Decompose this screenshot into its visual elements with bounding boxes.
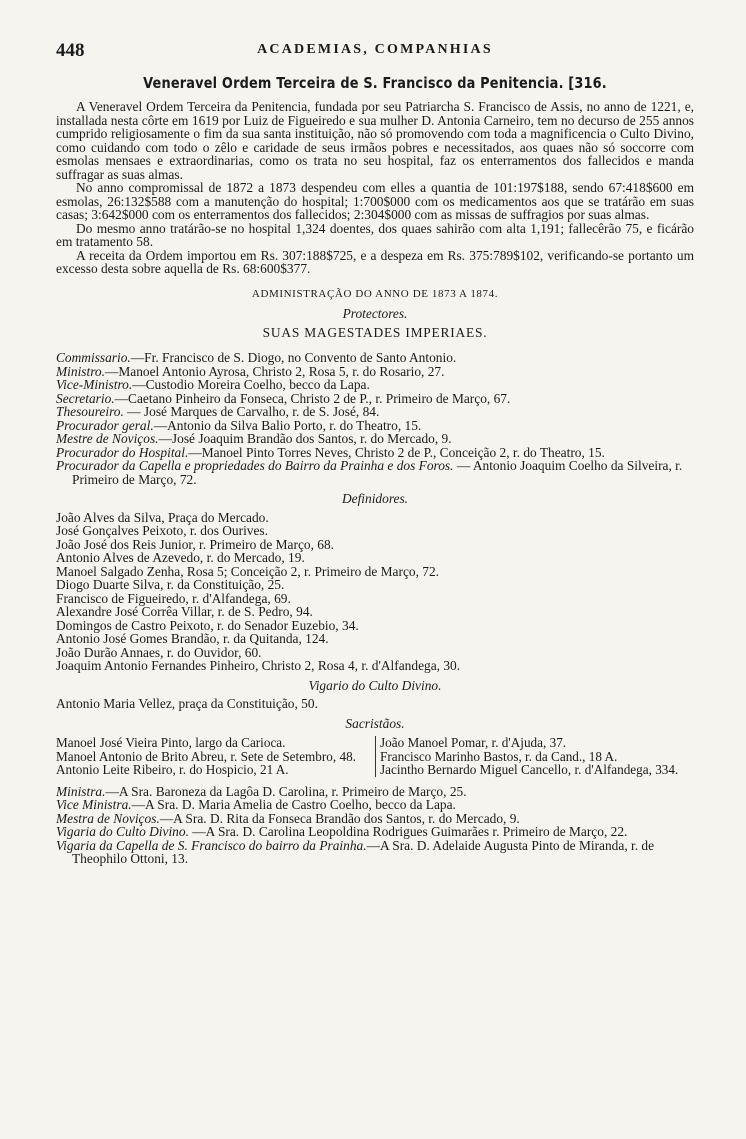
officer-text: —Antonio da Silva Balio Porto, r. do Theatro, 15. xyxy=(153,417,422,433)
list-item: Joaquim Antonio Fernandes Pinheiro, Christo 2, Rosa 4, r. d'Alfandega, 30. xyxy=(56,658,461,673)
officer-entry xyxy=(56,785,694,799)
officer-entry xyxy=(56,839,694,866)
list-item: Manoel Antonio de Brito Abreu, r. Sete de Setembro, 48. xyxy=(56,748,356,764)
vigario-heading: Vigario do Culto Divino. xyxy=(308,677,442,693)
officer-entry xyxy=(56,459,694,486)
officer-role: Ministra. xyxy=(56,783,106,799)
protectors-heading: Protectores. xyxy=(342,306,408,321)
officer-text: — José Marques de Carvalho, r. de S. José, 84. xyxy=(123,404,380,419)
list-item: João Alves da Silva, Praça do Mercado. xyxy=(56,509,269,525)
female-officers-list xyxy=(56,785,694,866)
list-item: Jacintho Bernardo Miguel Cancello, r. d'Alfandega, 334. xyxy=(380,762,679,777)
officer-role: Secretario. xyxy=(56,390,115,406)
officer-entry xyxy=(56,419,694,433)
definidores-heading: Definidores. xyxy=(341,491,409,506)
section-title: Veneravel Ordem Terceira de S. Francisco da Penitencia. [316. xyxy=(143,74,607,92)
list-item: Antonio José Gomes Brandão, r. da Quitanda, 124. xyxy=(56,631,329,646)
running-head xyxy=(56,34,694,60)
officer-entry xyxy=(56,365,694,379)
officers-list xyxy=(56,351,694,486)
list-item: Antonio Leite Ribeiro, r. do Hospicio, 21 A. xyxy=(56,762,289,777)
officer-text: —A Sra. D. Rita da Fonseca Brandão dos Santos, r. do Mercado, 9. xyxy=(159,810,520,826)
officer-entry xyxy=(56,405,694,419)
officer-entry xyxy=(56,798,694,812)
officer-role: Vigaria do Culto Divino. xyxy=(56,824,189,839)
officer-role: Procurador do Hospital. xyxy=(56,444,189,460)
officer-role: Vice-Ministro. xyxy=(56,377,133,392)
intro-paragraph: Do mesmo anno tratárão-se no hospital 1,324 doentes, dos quaes sahirão com alta 1,191; fallecêrão 75, e ficárão em tratamento 58. xyxy=(56,220,694,249)
officer-text: —A Sra. D. Adelaide Augusta Pinto de Miranda, r. de Theophilo Ottoni, 13. xyxy=(72,837,655,866)
officer-role: Procurador da Capella e propriedades do Bairro da Prainha e dos Foros. xyxy=(56,458,454,473)
intro-paragraph: A Veneravel Ordem Terceira da Penitencia, fundada por seu Patriarcha S. Francisco de Assis, no anno de 1221, e, installada nesta côrte em 1619 por Luiz de Figueiredo e sua mulher D. Antonia Carneiro, tem no decurso de 255 annos cumprido religiosamente o fim da sua santa instituição, não só promovendo com toda a magnificencia o Culto Divino, como cuidando com todo o zêlo e caridade de seus irmãos pobres e necessitados, aos quaes não só soccorre com esmolas mensaes e extraordinarias, como os trata no seu hospital, faz os enterramentos dos fallecidos e manda suffragar as suas almas. xyxy=(56,99,694,182)
officer-text: —Manoel Antonio Ayrosa, Christo 2, Rosa 5, r. do Rosario, 27. xyxy=(104,363,445,379)
sacristaos-columns xyxy=(56,736,694,777)
officer-entry xyxy=(56,378,694,392)
officer-entry xyxy=(56,825,694,839)
list-item: José Gonçalves Peixoto, r. dos Ourives. xyxy=(56,523,268,538)
list-item: Francisco de Figueiredo, r. d'Alfandega, 69. xyxy=(56,590,291,606)
intro-paragraph: A receita da Ordem importou em Rs. 307:188$725, e a despeza em Rs. 375:789$102, verificando-se portanto um excesso desta sobre aquella de Rs. 68:600$377. xyxy=(56,247,694,276)
sacristaos-heading: Sacristãos. xyxy=(345,715,405,731)
list-item: Alexandre José Corrêa Villar, r. de S. Pedro, 94. xyxy=(56,604,313,619)
officer-text: — Antonio Joaquim Coelho da Silveira, r. Primeiro de Março, 72. xyxy=(72,458,683,487)
list-item: Diogo Duarte Silva, r. da Constituição, 25. xyxy=(56,577,285,592)
administration-heading: ADMINISTRAÇÃO DO ANNO DE 1873 A 1874. xyxy=(251,287,499,300)
list-item: João José dos Reis Junior, r. Primeiro de Março, 68. xyxy=(56,536,335,552)
running-title: ACADEMIAS, COMPANHIAS xyxy=(257,42,493,57)
officer-entry xyxy=(56,351,694,365)
officer-text: —Caetano Pinheiro da Fonseca, Christo 2 de P., r. Primeiro de Março, 67. xyxy=(114,390,511,406)
officer-role: Mestra de Noviços. xyxy=(56,810,160,826)
officer-text: —Manoel Pinto Torres Neves, Christo 2 de P., Conceição 2, r. do Theatro, 15. xyxy=(188,444,605,460)
intro-paragraph: No anno compromissal de 1872 a 1873 despendeu com elles a quantia de 101:197$188, sendo 67:418$600 em esmolas, 26:132$588 com a manutenção do hospital; 1:700$000 com os medicamentos aos que se tratárão em suas casas; 3:642$000 com os enterramentos dos fallecidos; 2:304$000 com as missas de suffragios por suas almas. xyxy=(56,180,694,222)
list-item: Manoel Salgado Zenha, Rosa 5; Conceição 2, r. Primeiro de Março, 72. xyxy=(56,563,440,579)
officer-text: —Fr. Francisco de S. Diogo, no Convento de Santo Antonio. xyxy=(130,350,457,365)
list-item: João Durão Annaes, r. do Ouvidor, 60. xyxy=(56,644,262,660)
officer-role: Procurador geral. xyxy=(56,417,154,433)
officer-text: —A Sra. D. Carolina Leopoldina Rodrigues Guimarães r. Primeiro de Março, 22. xyxy=(188,824,628,839)
list-item: Antonio Alves de Azevedo, r. do Mercado, 19. xyxy=(56,550,305,565)
vigario-entry: Antonio Maria Vellez, praça da Constituição, 50. xyxy=(56,696,318,711)
list-item: Manoel José Vieira Pinto, largo da Carioca. xyxy=(56,735,286,750)
officer-text: —A Sra. Baroneza da Lagôa D. Carolina, r. Primeiro de Março, 25. xyxy=(105,783,467,799)
list-item: Domingos de Castro Peixoto, r. do Senador Euzebio, 34. xyxy=(56,617,359,633)
officer-entry xyxy=(56,432,694,446)
officer-role: Vigaria da Capella de S. Francisco do bairro da Prainha. xyxy=(56,837,367,853)
officer-role: Mestre de Noviços. xyxy=(56,431,159,446)
protectors-text: SUAS MAGESTADES IMPERIAES. xyxy=(262,324,488,340)
sacristaos-right-column xyxy=(375,736,694,777)
officer-text: —Custodio Moreira Coelho, becco da Lapa. xyxy=(132,377,370,392)
sacristaos-left-column xyxy=(56,736,375,777)
officer-role: Commissario. xyxy=(56,350,131,365)
officer-entry xyxy=(56,812,694,826)
officer-entry xyxy=(56,392,694,406)
officer-role: Vice Ministra. xyxy=(56,797,132,812)
list-item: João Manoel Pomar, r. d'Ajuda, 37. xyxy=(380,735,567,750)
officer-role: Thesoureiro. xyxy=(56,404,124,419)
officer-role: Ministro. xyxy=(56,363,105,379)
officer-text: —A Sra. D. Maria Amelia de Castro Coelho, becco da Lapa. xyxy=(131,797,456,812)
officer-entry xyxy=(56,446,694,460)
officer-text: —José Joaquim Brandão dos Santos, r. do Mercado, 9. xyxy=(158,431,452,446)
list-item: Francisco Marinho Bastos, r. da Cand., 18 A. xyxy=(380,748,618,764)
definidores-list xyxy=(56,511,694,673)
page-number: 448 xyxy=(56,40,85,61)
intro-text xyxy=(56,100,694,276)
